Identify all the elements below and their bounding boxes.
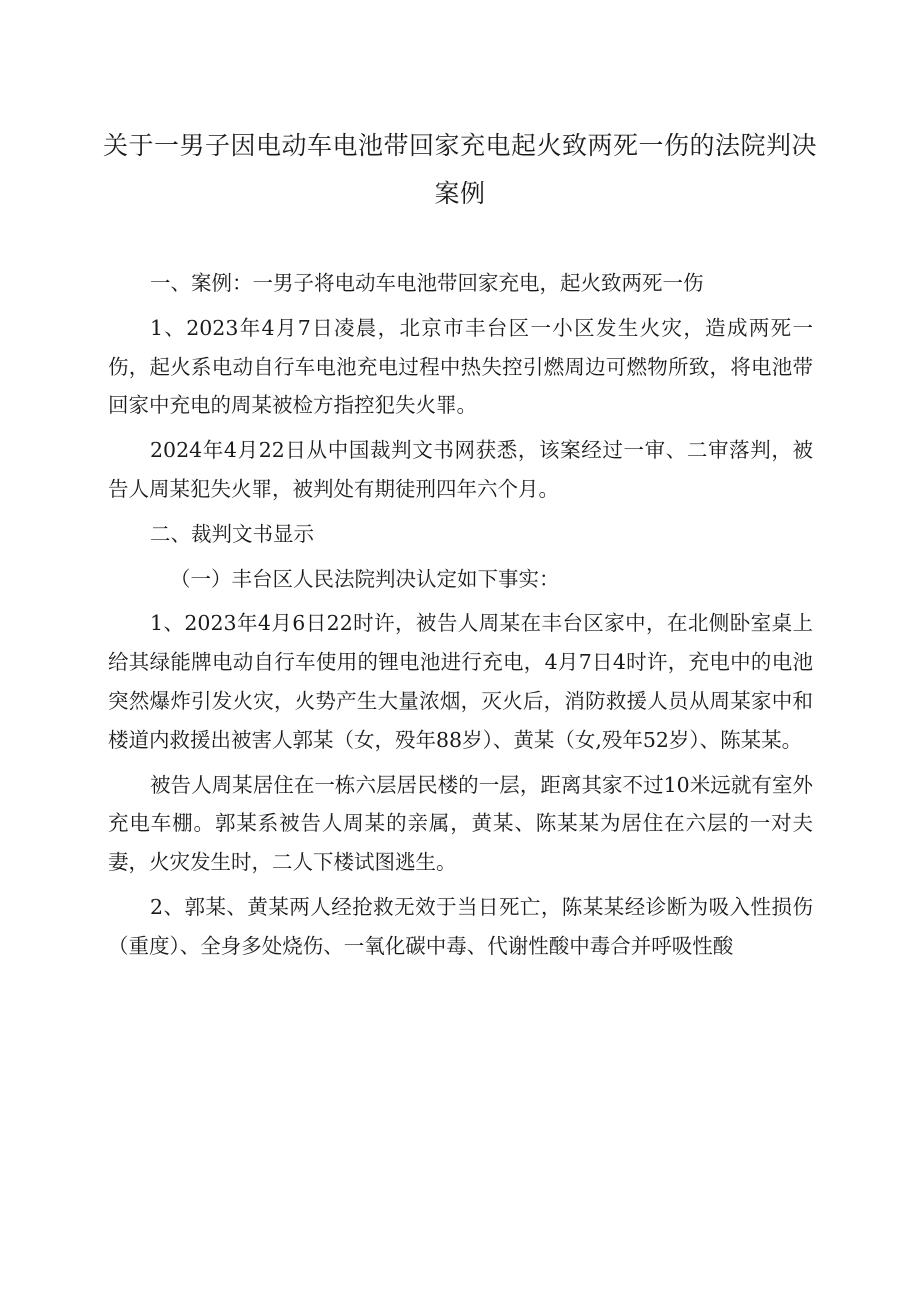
document-body — [108, 264, 813, 972]
paragraph-fact-1: 1、2023年4月6日22时许，被告人周某在丰台区家中，在北侧卧室桌上给其绿能牌电动自行车使用的锂电池进行充电，4月7日4时许，充电中的电池突然爆炸引发火灾，火势产生大量浓烟，灭火后，消防救援人员从周某家中和楼道内救援出被害人郭某（女，殁年88岁）、黄某（女,殁年52岁）、陈某某。 — [108, 611, 813, 752]
document-title: 关于一男子因电动车电池带回家充电起火致两死一伤的法院判决案例 — [102, 131, 817, 208]
paragraph-verdict-news: 2024年4月22日从中国裁判文书网获悉，该案经过一审、二审落判，被告人周某犯失火罪，被判处有期徒刑四年六个月。 — [108, 438, 813, 501]
section-heading-case: 一、案例：一男子将电动车电池带回家充电，起火致两死一伤 — [150, 271, 704, 295]
paragraph-residence: 被告人周某居住在一栋六层居民楼的一层，距离其家不过10米远就有室外充电车棚。郭某系被告人周某的亲属，黄某、陈某某为居住在六层的一对夫妻，火灾发生时，二人下楼试图逃生。 — [108, 772, 813, 875]
section-heading-judgment: 二、裁判文书显示 — [150, 521, 314, 546]
subsection-heading-fengtai-court: （一）丰台区人民法院判决认定如下事实： — [170, 566, 560, 591]
paragraph-fact-2: 2、郭某、黄某两人经抢救无效于当日死亡，陈某某经诊断为吸入性损伤（重度）、全身多处烧伤、一氧化碳中毒、代谢性酸中毒合并呼吸性酸 — [108, 894, 813, 958]
paragraph-incident: 1、2023年4月7日凌晨，北京市丰台区一小区发生火灾，造成两死一伤，起火系电动自行车电池充电过程中热失控引燃周边可燃物所致，将电池带回家中充电的周某被检方指控犯失火罪。 — [108, 315, 813, 418]
